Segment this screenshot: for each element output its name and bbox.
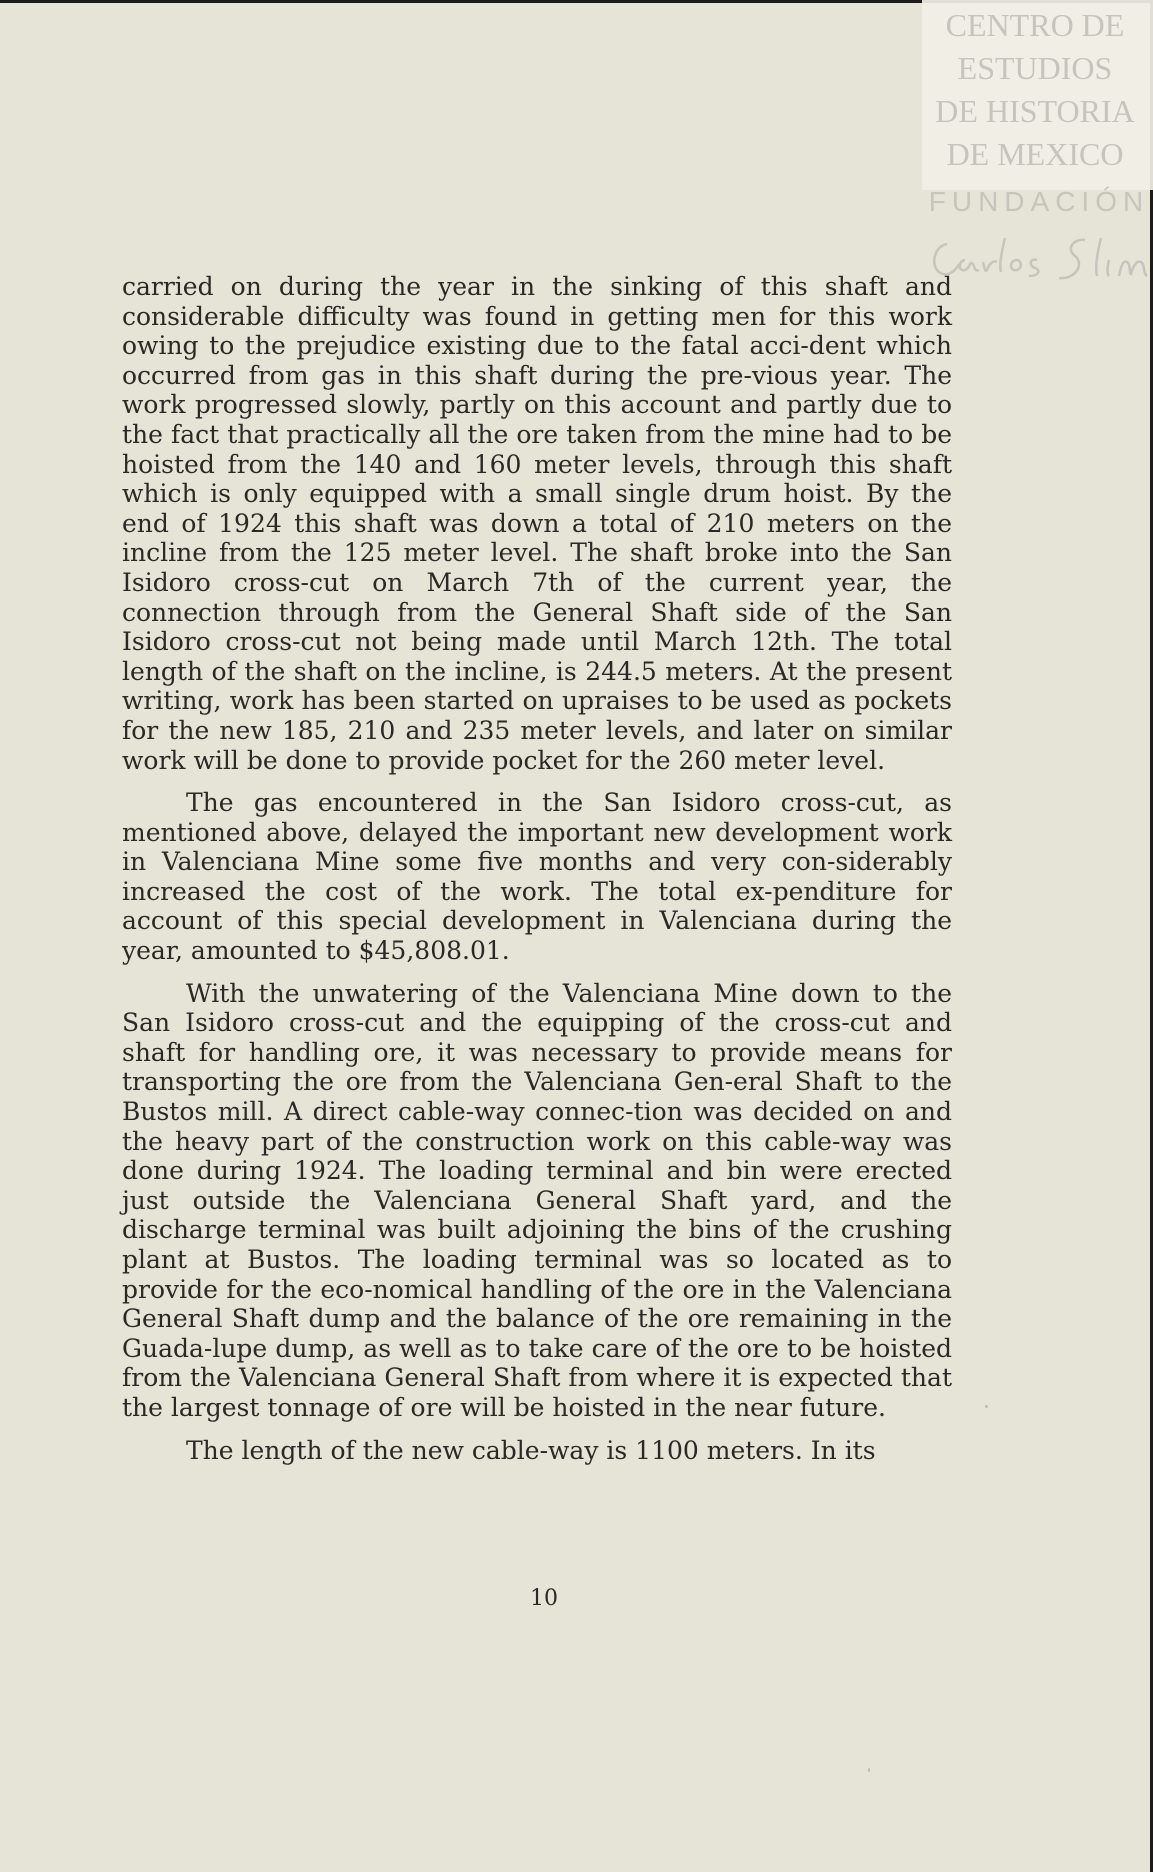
body-text (122, 272, 952, 1465)
paragraph: carried on during the year in the sinking of this shaft and considerable difficulty was found in getting men for this work owing to the prejudice existing due to the fatal acci-dent which occurred from gas in this shaft during the pre-vious year. The work progressed slowly, partly on this account and partly due to the fact that practically all the ore taken from the mine had to be hoisted from the 140 and 160 meter levels, through this shaft which is only equipped with a small single drum hoist. By the end of 1924 this shaft was down a total of 210 meters on the incline from the 125 meter level. The shaft broke into the San Isidoro cross-cut on March 7th of the current year, the connection through from the General Shaft side of the San Isidoro cross-cut not being made until March 12th. The total length of the shaft on the incline, is 244.5 meters. At the present writing, work has been started on upraises to be used as pockets for the new 185, 210 and 235 meter levels, and later on similar work will be done to provide pocket for the 260 meter level. (122, 272, 952, 775)
watermark-line: DE MEXICO (946, 136, 1124, 172)
paragraph: With the unwatering of the Valenciana Mine down to the San Isidoro cross-cut and the equipping of the cross-cut and shaft for handling ore, it was necessary to provide means for transporting the ore from the Valenciana Gen-eral Shaft to the Bustos mill. A direct cable-way connec-tion was decided on and the heavy part of the construction work on this cable-way was done during 1924. The loading terminal and bin were erected just outside the Valenciana General Shaft yard, and the discharge terminal was built adjoining the bins of the crushing plant at Bustos. The loading terminal was so located as to provide for the eco-nomical handling of the ore in the Valenciana General Shaft dump and the balance of the ore remaining in the Guada-lupe dump, as well as to take care of the ore to be hoisted from the Valenciana General Shaft from where it is expected that the largest tonnage of ore will be hoisted in the near future. (122, 978, 952, 1422)
paper-speck (985, 1405, 988, 1408)
paragraph: The gas encountered in the San Isidoro cross-cut, as mentioned above, delayed the important new development work in Valenciana Mine some five months and very con-siderably increased the cost of the work. The total ex-penditure for account of this special development in Valenciana during the year, amounted to $45,808.01. (122, 788, 952, 966)
watermark-foundation: FUNDACIÓN (928, 186, 1150, 217)
paragraph: The length of the new cable-way is 1100 meters. In its (186, 1435, 876, 1465)
watermark-line: CENTRO DE (945, 7, 1125, 43)
watermark-line: DE HISTORIA (935, 93, 1135, 129)
watermark-signature-icon (925, 230, 1153, 290)
page-number: 10 (530, 1586, 558, 1611)
paper-speck (868, 1768, 870, 1772)
watermark-line: ESTUDIOS (957, 50, 1113, 86)
watermark-text (922, 4, 1148, 176)
